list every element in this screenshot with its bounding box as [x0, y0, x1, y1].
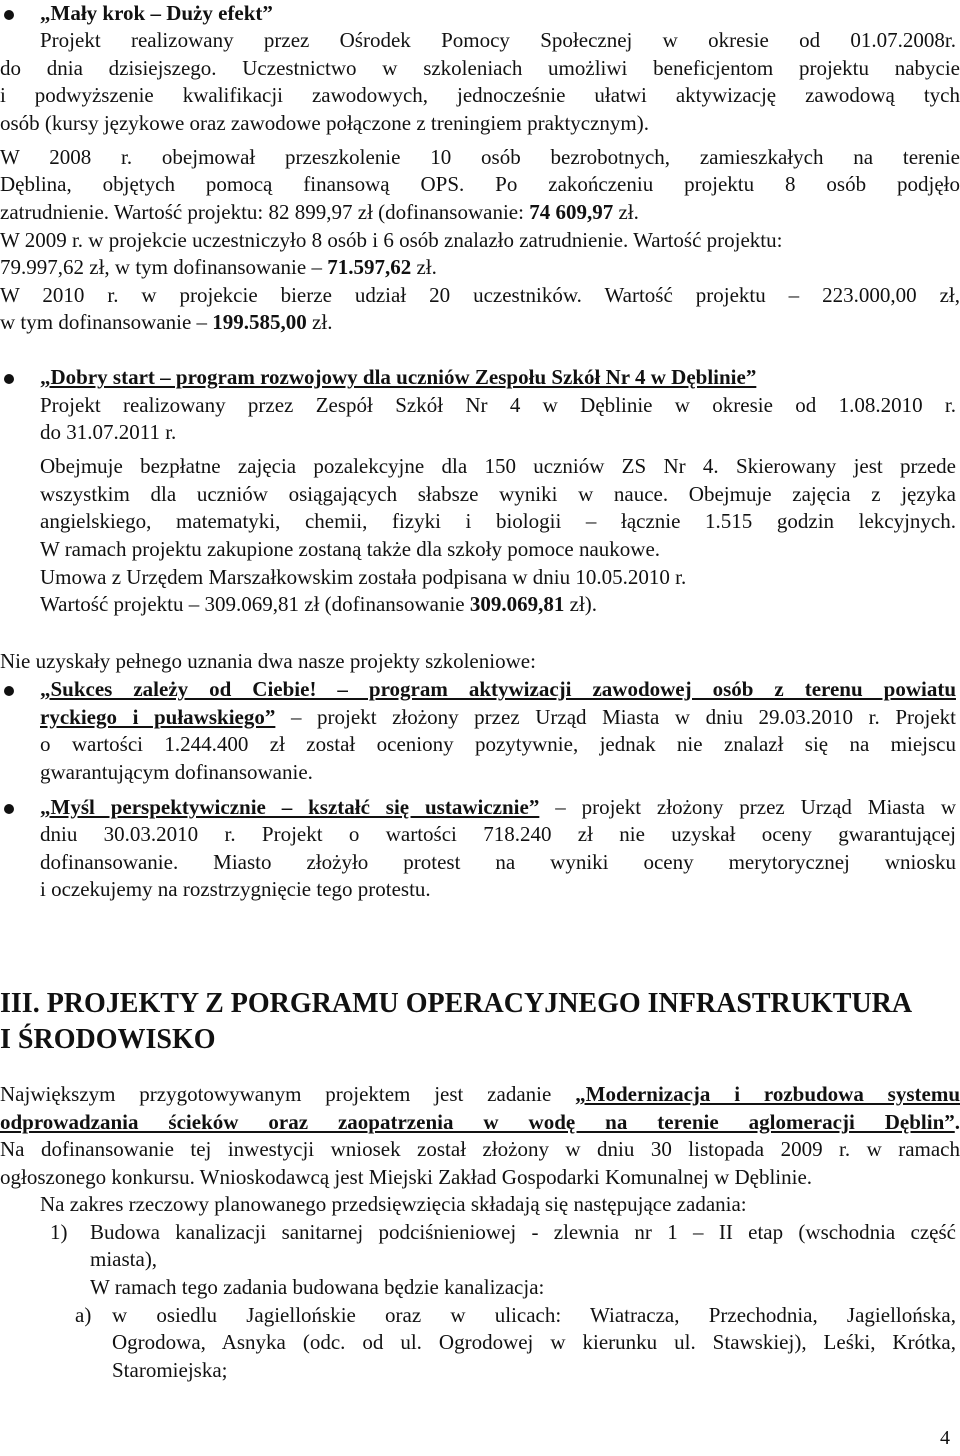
text-line: W 2009 r. w projekcie uczestniczyło 8 osób i 6 osób znalazło zatrudnienie. Wartość projektu:: [0, 228, 783, 252]
text-line: Obejmuje bezpłatne zajęcia pozalekcyjne dla 150 uczniów ZS Nr 4. Skierowany jest przede: [40, 454, 956, 478]
text-line: W 2010 r. w projekcie bierze udział 20 uczestników. Wartość projektu – 223.000,00 zł,: [0, 283, 960, 307]
text-line: i podwyższenie kwalifikacji zawodowych, jednocześnie ułatwi aktywizację zawodową tych: [0, 83, 960, 107]
text-line: odprowadzania ścieków oraz zaopatrzenia w wodę na terenie aglomeracji Dęblin”.: [0, 1110, 960, 1134]
text-line: dniu 30.03.2010 r. Projekt o wartości 718.240 zł nie uzyskał oceny gwarantującej: [40, 822, 956, 846]
text-line: Na zakres rzeczowy planowanego przedsięwzięcia składają się następujące zadania:: [40, 1192, 747, 1216]
text-line: angielskiego, matematyki, chemii, fizyki i biologii – łącznie 1.515 godzin lekcyjnych.: [40, 509, 956, 533]
text-line: Umowa z Urzędem Marszałkowskim została podpisana w dniu 10.05.2010 r.: [40, 565, 687, 589]
project-title-mysl: „Myśl perspektywicznie – kształć się ustawicznie”: [40, 795, 540, 819]
text-line: Projekt realizowany przez Zespół Szkół Nr 4 w Dęblinie w okresie od 1.08.2010 r.: [40, 393, 956, 417]
text-line: Projekt realizowany przez Ośrodek Pomocy Społecznej w okresie od 01.07.2008r.: [40, 28, 956, 52]
project-title-sukces-cont: ryckiego i puławskiego”: [40, 705, 276, 729]
text-line: W 2008 r. obejmował przeszkolenie 10 osób bezrobotnych, zamieszkałych na terenie: [0, 145, 960, 169]
funding-amount: 74 609,97: [529, 200, 614, 224]
text-line: gwarantującym dofinansowanie.: [40, 760, 313, 784]
text-line: do 31.07.2011 r.: [40, 420, 177, 444]
text-line: zatrudnienie. Wartość projektu: 82 899,97 zł (dofinansowanie: 74 609,97 zł.: [0, 200, 639, 224]
text-line: wszystkim dla uczniów osiągających słabsze wyniki w nauce. Obejmuje zajęcia z języka: [40, 482, 956, 506]
text-line: w tym dofinansowanie – 199.585,00 zł.: [0, 310, 333, 334]
text-line: Dęblina, objętych pomocą finansową OPS. Po zakończeniu projektu 8 osób podjęło: [0, 172, 960, 196]
section-heading-line: I ŚRODOWISKO: [0, 1024, 216, 1055]
text-line: 79.997,62 zł, w tym dofinansowanie – 71.597,62 zł.: [0, 255, 437, 279]
list-number: 1): [50, 1220, 68, 1244]
text-line: „Myśl perspektywicznie – kształć się ustawicznie” – projekt złożony przez Urząd Miasta w: [40, 795, 956, 819]
text-line: do dnia dzisiejszego. Uczestnictwo w szkoleniach umożliwi beneficjentom projektu nabycie: [0, 56, 960, 80]
text-line: i oczekujemy na rozstrzygnięcie tego protestu.: [40, 877, 431, 901]
project-title-maly-krok: „Mały krok – Duży efekt”: [40, 1, 273, 25]
list-item: Ogrodowa, Asnyka (odc. od ul. Ogrodowej w kierunku ul. Stawskiej), Leśki, Krótka,: [112, 1330, 956, 1354]
page-number: 4: [940, 1427, 950, 1449]
text-line: Wartość projektu – 309.069,81 zł (dofinansowanie 309.069,81 zł).: [40, 592, 598, 616]
funding-amount: 199.585,00: [212, 310, 307, 334]
bullet-marker: [4, 10, 14, 20]
bullet-marker: [4, 374, 14, 384]
bullet-marker: [4, 804, 14, 814]
project-title-modernizacja-cont: odprowadzania ścieków oraz zaopatrzenia w wodę na terenie aglomeracji Dęblin”: [0, 1110, 955, 1134]
project-title-dobry-start: „Dobry start – program rozwojowy dla uczniów Zespołu Szkół Nr 4 w Dęblinie”: [40, 365, 757, 389]
text-line: osób (kursy językowe oraz zawodowe połączone z treningiem praktycznym).: [0, 111, 650, 135]
text-line: ryckiego i puławskiego” – projekt złożony przez Urząd Miasta w dniu 29.03.2010 r. Projekt: [40, 705, 956, 729]
text-line: Największym przygotowywanym projektem jest zadanie „Modernizacja i rozbudowa systemu: [0, 1082, 960, 1106]
text-line: W ramach projektu zakupione zostaną także dla szkoły pomoce naukowe.: [40, 537, 661, 561]
bullet-marker: [4, 686, 14, 696]
section-heading: [0, 986, 956, 1058]
funding-amount: 71.597,62: [327, 255, 412, 279]
list-item: w osiedlu Jagiellońskie oraz w ulicach: Wiatracza, Przechodnia, Jagiellońska,: [112, 1303, 956, 1327]
text-line: dofinansowanie. Miasto złożyło protest na wyniki oceny merytorycznej wniosku: [40, 850, 956, 874]
list-item: Staromiejska;: [112, 1358, 228, 1382]
project-title-sukces: „Sukces zależy od Ciebie! – program aktywizacji zawodowej osób z terenu powiatu: [40, 677, 956, 701]
text-line: Na dofinansowanie tej inwestycji wniosek został złożony w dniu 30 listopada 2009 r. w ramach: [0, 1137, 960, 1161]
project-title-modernizacja: „Modernizacja i rozbudowa systemu: [575, 1082, 960, 1106]
list-item: Budowa kanalizacji sanitarnej podciśnieniowej - zlewnia nr 1 – II etap (wschodnia część: [90, 1220, 956, 1244]
text-line: o wartości 1.244.400 zł został oceniony pozytywnie, jednak nie znalazł się na miejscu: [40, 732, 956, 756]
intro-paragraph: Nie uzyskały pełnego uznania dwa nasze projekty szkoleniowe:: [0, 649, 536, 673]
list-letter: a): [75, 1303, 92, 1327]
list-item: W ramach tego zadania budowana będzie kanalizacja:: [90, 1275, 545, 1299]
section-heading-line: III. PROJEKTY Z PORGRAMU OPERACYJNEGO INFRASTRUKTURA: [0, 988, 913, 1019]
funding-amount: 309.069,81: [469, 592, 565, 616]
list-item: miasta),: [90, 1247, 158, 1271]
text-line: ogłoszonego konkursu. Wnioskodawcą jest Miejski Zakład Gospodarki Komunalnej w Dęblinie.: [0, 1165, 813, 1189]
